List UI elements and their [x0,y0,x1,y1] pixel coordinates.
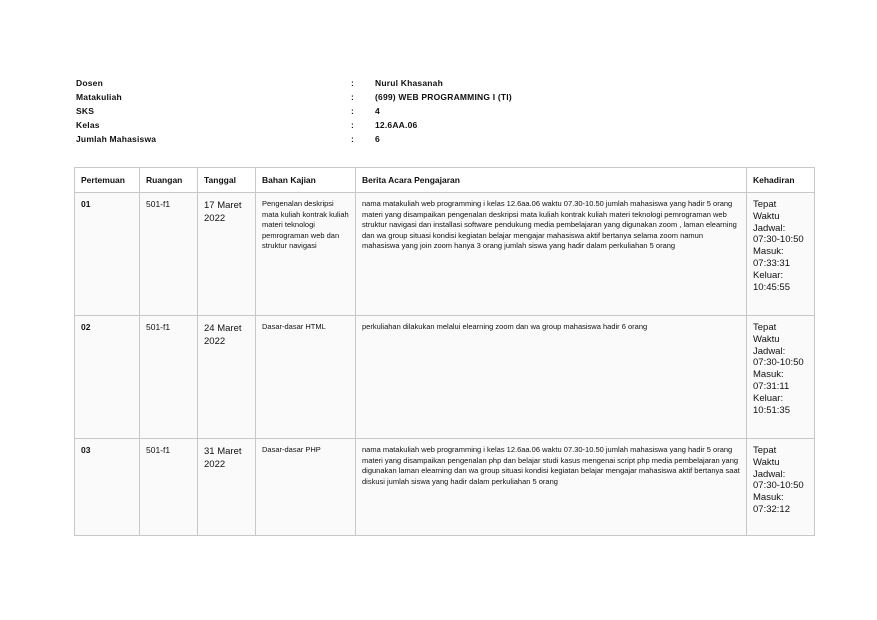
attendance-line: 07:30-10:50 [753,480,804,492]
header-kehadiran: Kehadiran [747,168,815,193]
attendance-line: 07:32:12 [753,503,790,515]
attendance-line: Keluar: [753,392,784,404]
info-colon: : [351,78,355,88]
cell-pertemuan: 01 [75,193,140,316]
table-row [75,316,815,439]
attendance-line: Waktu [753,456,780,468]
info-value: 6 [375,134,380,144]
header-ruangan: Ruangan [140,168,198,193]
cell-berita-acara: perkuliahan dilakukan melalui elearning zoom dan wa group mahasiswa hadir 6 orang [356,316,747,439]
cell-kehadiran [747,193,815,316]
cell-bahan-kajian: Dasar-dasar HTML [256,316,356,439]
cell-kehadiran [747,439,815,536]
cell-berita-acara: nama matakuliah web programming i kelas 12.6aa.06 waktu 07.30-10.50 jumlah mahasiswa yang hadir 5 orang materi yang disampaikan pengenalan deskripsi mata kuliah kontrak kuliah materi teknologi pemrograman web struktur navigasi dan installasi software pendukung media pembelajaran yang digunakan zoom , laman elearning dan wa group situasi kondisi kegiatan belajar mengajar mahasiswa aktif bertanya selama zoom namun mahasiswa yang join zoom hanya 3 orang jumlah siswa yang hadir dalam perkuliahan 5 orang [356,193,747,316]
header-tanggal: Tanggal [198,168,256,193]
cell-bahan-kajian: Pengenalan deskripsi mata kuliah kontrak kuliah materi teknologi pemrograman web dan struktur navigasi [256,193,356,316]
cell-ruangan: 501-f1 [140,316,198,439]
cell-tanggal: 24 Maret 2022 [198,316,256,439]
attendance-line: Masuk: [753,369,784,381]
table-header-row [75,168,815,193]
attendance-line: Jadwal: [753,345,786,357]
attendance-line: 10:45:55 [753,281,790,293]
cell-ruangan: 501-f1 [140,439,198,536]
table-row [75,439,815,536]
attendance-table [74,167,815,536]
info-label: Dosen [76,78,103,88]
attendance-line: Keluar: [753,269,784,281]
cell-berita-acara: nama matakuliah web programming i kelas 12.6aa.06 waktu 07.30-10.50 jumlah mahasiswa yang hadir 5 orang materi yang disampaikan pengenalan php dan belajar studi kasus mengenai script php media pembelajaran yang digunakan laman elearning dan wa group situasi kondisi kegiatan belajar mengajar mahasiswa aktif bertanya saat diskusi jumlah siswa yang hadir dalam perkuliahan 5 orang [356,439,747,536]
attendance-line: Tepat [753,445,777,456]
info-value: Nurul Khasanah [375,78,443,88]
attendance-line: Masuk: [753,246,784,258]
attendance-line: 07:30-10:50 [753,234,804,246]
attendance-line: Jadwal: [753,468,786,480]
attendance-line: Waktu [753,210,780,222]
attendance-line: Waktu [753,333,780,345]
cell-kehadiran [747,316,815,439]
attendance-line: 07:33:31 [753,257,790,269]
info-colon: : [351,106,355,116]
info-colon: : [351,92,355,102]
info-value: (699) WEB PROGRAMMING I (TI) [375,92,512,102]
cell-tanggal: 17 Maret 2022 [198,193,256,316]
info-colon: : [351,134,355,144]
attendance-line: Masuk: [753,492,784,504]
info-value: 4 [375,106,380,116]
info-label: Kelas [76,120,100,130]
cell-pertemuan: 03 [75,439,140,536]
info-label: Matakuliah [76,92,122,102]
table-row [75,193,815,316]
cell-ruangan: 501-f1 [140,193,198,316]
info-label: Jumlah Mahasiswa [76,134,157,144]
cell-bahan-kajian: Dasar-dasar PHP [256,439,356,536]
header-pertemuan: Pertemuan [75,168,140,193]
cell-pertemuan: 02 [75,316,140,439]
attendance-line: 07:31:11 [753,380,790,392]
header-bahan-kajian: Bahan Kajian [256,168,356,193]
attendance-line: 07:30-10:50 [753,357,804,369]
header-berita-acara: Berita Acara Pengajaran [356,168,747,193]
attendance-line: Tepat [753,199,777,210]
attendance-line: Tepat [753,322,777,333]
info-value: 12.6AA.06 [375,120,418,130]
info-label: SKS [76,106,95,116]
info-colon: : [351,120,355,130]
attendance-line: Jadwal: [753,222,786,234]
attendance-line: 10:51:35 [753,404,790,416]
cell-tanggal: 31 Maret 2022 [198,439,256,536]
